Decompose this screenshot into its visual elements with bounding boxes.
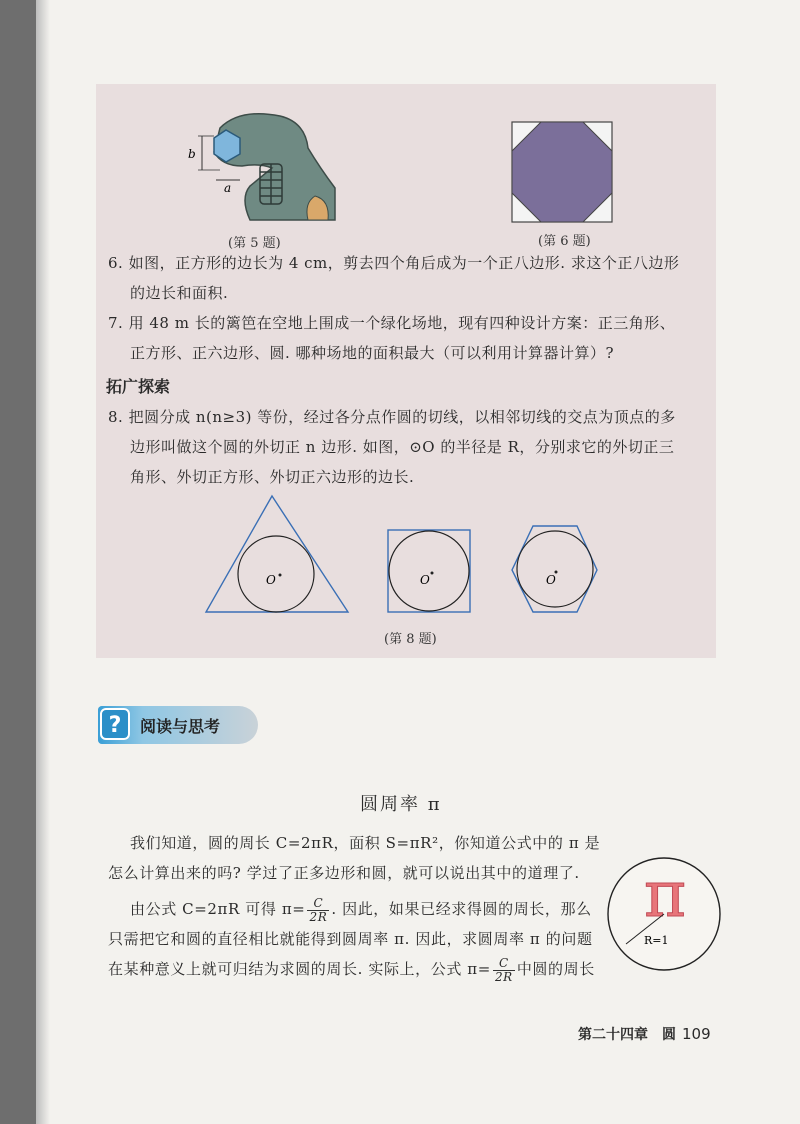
essay-p2-line-3-start: 在某种意义上就可归结为求圆的周长. 实际上，公式 π= <box>108 960 491 978</box>
center-label-2: O <box>420 573 430 587</box>
radius-label: R=1 <box>644 934 669 947</box>
page-footer <box>578 1024 711 1044</box>
question-8-line-2: 边形叫做这个圆的外切正 n 边形. 如图，⊙O 的半径是 R，分别求它的外切正三 <box>130 438 675 456</box>
chapter-label: 第二十四章 圆 <box>578 1027 676 1043</box>
essay-p1-line-2: 怎么计算出来的吗? 学过了正多边形和圆，就可以说出其中的道理了. <box>108 864 580 882</box>
reading-banner-label: 阅读与思考 <box>140 717 221 736</box>
reading-banner <box>98 706 258 744</box>
fraction-c-over-2r <box>307 897 329 924</box>
label-b: b <box>188 147 196 161</box>
question-7-line-1: 7. 用 48 m 长的篱笆在空地上围成一个绿化场地，现有四种设计方案：正三角形、 <box>108 314 676 332</box>
circumscribed-hexagon <box>512 526 597 612</box>
fraction-denominator-2: 2R <box>494 969 513 984</box>
fraction-numerator: C <box>307 897 329 911</box>
fraction-c-over-2r-2 <box>493 957 515 984</box>
essay-p2-line-1-end: . 因此，如果已经求得圆的周长，那么 <box>331 900 592 918</box>
section-title: 拓广探索 <box>106 377 171 396</box>
question-8 <box>108 402 676 492</box>
circumscribed-triangle <box>206 496 348 612</box>
caption-fig5: (第 5 题) <box>228 236 281 251</box>
question-6-line-1: 6. 如图，正方形的边长为 4 cm，剪去四个角后成为一个正八边形. 求这个正八边形 <box>108 254 680 272</box>
page-number: 109 <box>682 1025 711 1043</box>
essay-p2-line-3 <box>108 954 608 984</box>
essay-p2-line-1-start: 由公式 C=2πR 可得 π= <box>130 900 306 918</box>
page-fold-shadow <box>36 0 50 1124</box>
question-7 <box>108 308 675 368</box>
question-6-line-2: 的边长和面积. <box>130 284 229 302</box>
essay-paragraph-2 <box>108 894 608 984</box>
pi-symbol-icon: π <box>644 858 687 932</box>
question-7-line-2: 正方形、正六边形、圆. 哪种场地的面积最大（可以利用计算器计算）? <box>130 344 615 362</box>
fraction-denominator: 2R <box>309 909 328 924</box>
fraction-numerator-2: C <box>493 957 515 971</box>
wrench-figure <box>180 108 340 224</box>
caption-fig6: (第 6 题) <box>538 234 591 249</box>
caption-fig8: (第 8 题) <box>384 632 437 647</box>
essay-p1-line-1: 我们知道，圆的周长 C=2πR，面积 S=πR²，你知道公式中的 π 是 <box>130 834 601 852</box>
center-label-1: O <box>266 573 276 587</box>
pi-circle-figure <box>604 850 724 974</box>
octagon-figure <box>510 120 614 224</box>
essay-p2-line-1 <box>108 894 608 924</box>
question-8-line-3: 角形、外切正方形、外切正六边形的边长. <box>130 468 415 486</box>
question-6 <box>108 248 679 308</box>
circumscribed-polygons-figure <box>200 494 620 618</box>
essay-p2-line-2: 只需把它和圆的直径相比就能得到圆周率 π. 因此，求圆周率 π 的问题 <box>108 930 593 948</box>
question-mark-icon: ? <box>100 708 130 740</box>
label-a: a <box>224 181 232 195</box>
question-8-line-1: 8. 把圆分成 n(n≥3) 等份，经过各分点作圆的切线，以相邻切线的交点为顶点的多 <box>108 408 676 426</box>
essay-title: 圆周率 π <box>360 794 442 815</box>
center-label-3: O <box>546 573 556 587</box>
essay-paragraph-1 <box>108 828 600 888</box>
essay-p2-line-3-end: 中圆的周长 <box>516 960 595 978</box>
